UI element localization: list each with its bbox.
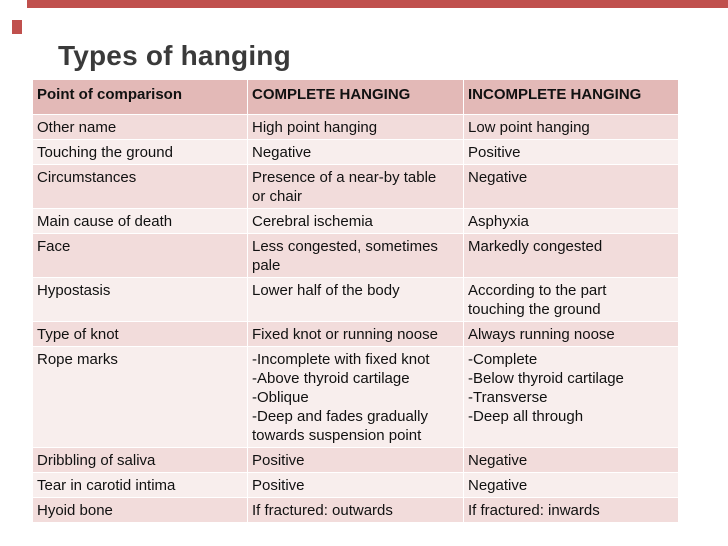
table-header-row [33, 80, 679, 115]
table-row [33, 347, 679, 448]
cell-line: -Oblique [252, 389, 309, 406]
cell-point: Main cause of death [33, 209, 248, 234]
cell-point: Face [33, 234, 248, 278]
cell-line: Low point hanging [468, 119, 590, 136]
header-point-of-comparison: Point of comparison [33, 80, 248, 115]
cell-line: Always running noose [468, 326, 615, 343]
table-row [33, 278, 679, 322]
cell-incomplete [464, 115, 679, 140]
cell-point: Rope marks [33, 347, 248, 448]
table-row [33, 448, 679, 473]
cell-complete [248, 140, 464, 165]
page-title: Types of hanging [58, 40, 291, 71]
cell-line: Negative [468, 452, 528, 469]
table-row [33, 498, 679, 523]
cell-line: Positive [468, 144, 521, 161]
cell-line: -Deep and fades gradually [252, 408, 428, 425]
cell-line: touching the ground [468, 301, 601, 318]
cell-line: Positive [252, 452, 305, 469]
cell-complete [248, 322, 464, 347]
cell-line: If fractured: inwards [468, 502, 600, 519]
cell-point: Type of knot [33, 322, 248, 347]
comparison-table [32, 79, 679, 523]
cell-line: Presence of a near-by table [252, 169, 437, 186]
cell-incomplete [464, 209, 679, 234]
cell-point: Circumstances [33, 165, 248, 209]
cell-line: Negative [468, 169, 528, 186]
cell-line: Lower half of the body [252, 282, 400, 299]
table-row [33, 473, 679, 498]
cell-line: According to the part [468, 282, 607, 299]
cell-incomplete [464, 165, 679, 209]
cell-line: pale [252, 257, 281, 274]
table-row [33, 322, 679, 347]
table-row [33, 234, 679, 278]
cell-line: -Incomplete with fixed knot [252, 351, 430, 368]
accent-square [12, 20, 22, 34]
cell-line: Negative [252, 144, 312, 161]
cell-point: Dribbling of saliva [33, 448, 248, 473]
table-row [33, 140, 679, 165]
cell-complete [248, 448, 464, 473]
cell-point: Hypostasis [33, 278, 248, 322]
cell-line: Negative [468, 477, 528, 494]
cell-complete [248, 498, 464, 523]
table-row [33, 165, 679, 209]
cell-line: If fractured: outwards [252, 502, 393, 519]
cell-line: Cerebral ischemia [252, 213, 373, 230]
cell-line: -Above thyroid cartilage [252, 370, 410, 387]
cell-line: -Transverse [468, 389, 548, 406]
cell-line: Fixed knot or running noose [252, 326, 438, 343]
cell-incomplete [464, 234, 679, 278]
cell-incomplete [464, 498, 679, 523]
cell-complete [248, 278, 464, 322]
cell-point: Hyoid bone [33, 498, 248, 523]
cell-line: Less congested, sometimes [252, 238, 438, 255]
cell-line: Markedly congested [468, 238, 603, 255]
cell-point: Touching the ground [33, 140, 248, 165]
cell-line: -Below thyroid cartilage [468, 370, 624, 387]
cell-line: -Complete [468, 351, 538, 368]
table-row [33, 115, 679, 140]
cell-complete [248, 209, 464, 234]
top-accent-line [27, 0, 728, 8]
cell-line: -Deep all through [468, 408, 584, 425]
cell-line: Positive [252, 477, 305, 494]
cell-incomplete [464, 322, 679, 347]
cell-complete [248, 473, 464, 498]
header-incomplete-hanging: INCOMPLETE HANGING [464, 80, 679, 115]
cell-incomplete [464, 448, 679, 473]
cell-line: Asphyxia [468, 213, 529, 230]
header-complete-hanging: COMPLETE HANGING [248, 80, 464, 115]
cell-complete [248, 115, 464, 140]
cell-point: Tear in carotid intima [33, 473, 248, 498]
cell-complete [248, 165, 464, 209]
table-body [33, 115, 679, 523]
cell-complete [248, 347, 464, 448]
cell-line: High point hanging [252, 119, 378, 136]
table-row [33, 209, 679, 234]
cell-incomplete [464, 473, 679, 498]
cell-incomplete [464, 140, 679, 165]
cell-line: or chair [252, 188, 303, 205]
cell-incomplete [464, 347, 679, 448]
cell-line: towards suspension point [252, 427, 422, 444]
cell-point: Other name [33, 115, 248, 140]
cell-incomplete [464, 278, 679, 322]
cell-complete [248, 234, 464, 278]
comparison-table-container [32, 79, 678, 523]
